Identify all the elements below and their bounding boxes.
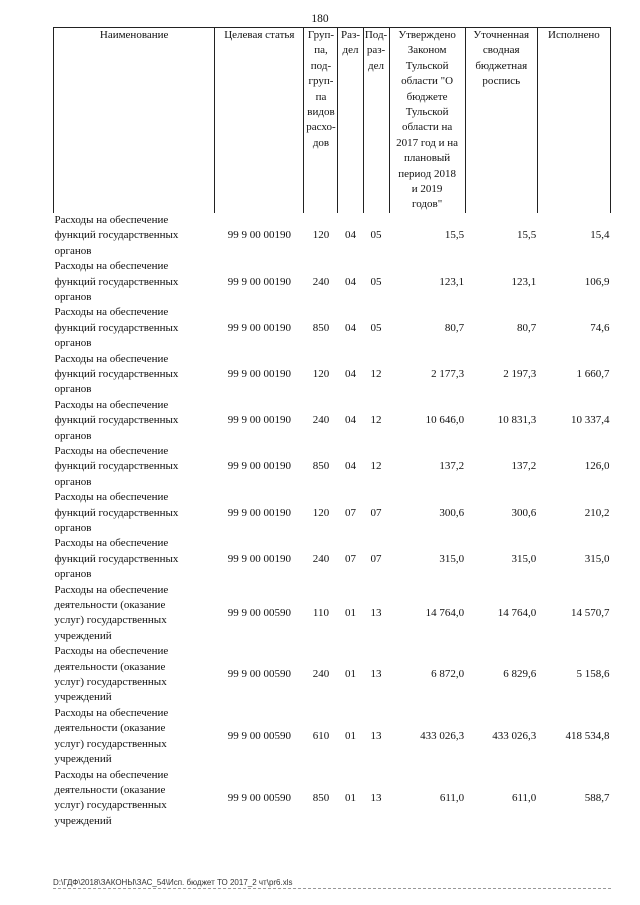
header-group: Груп- па, под- груп- па видов расхо- дов	[304, 28, 338, 213]
row-approved-cell: 10 646,0	[425, 414, 465, 427]
row-group-cell: 110	[312, 606, 329, 619]
row-refined-cell: 14 764,0	[497, 606, 537, 619]
row-podrazdel-cell: 13	[370, 791, 382, 804]
table-row	[54, 305, 611, 351]
row-target-cell: 99 9 00 00190	[227, 460, 291, 473]
row-target-cell: 99 9 00 00190	[227, 367, 291, 380]
table-row	[54, 644, 611, 706]
row-podrazdel-cell: 12	[370, 414, 382, 427]
row-refined-cell: 433 026,3	[492, 729, 537, 742]
row-group-cell: 120	[312, 229, 330, 242]
row-podrazdel-cell: 12	[370, 460, 382, 473]
table-row	[54, 398, 611, 444]
row-target-cell: 99 9 00 00590	[227, 606, 291, 619]
row-group-cell: 850	[312, 460, 330, 473]
row-refined-cell: 123,1	[511, 275, 537, 288]
row-razdel-cell: 01	[345, 791, 356, 804]
header-target: Целевая статья	[215, 28, 304, 213]
table-row	[54, 490, 611, 536]
row-group-cell: 120	[312, 367, 330, 380]
row-target-cell: 99 9 00 00190	[227, 229, 291, 242]
row-approved-cell: 80,7	[444, 321, 465, 334]
row-group-cell: 240	[312, 414, 330, 427]
table-row	[54, 536, 611, 582]
row-approved-cell: 14 764,0	[425, 606, 465, 619]
table-row	[54, 768, 611, 830]
row-group-cell: 240	[312, 275, 330, 288]
row-executed-cell: 106,9	[584, 275, 610, 288]
table-row	[54, 213, 611, 259]
row-name-cell: Расходы на обеспечение функций государственных органов	[54, 398, 179, 442]
row-podrazdel-cell: 13	[370, 606, 382, 619]
row-razdel-cell: 04	[345, 275, 356, 288]
row-podrazdel-cell: 05	[370, 229, 382, 242]
row-approved-cell: 2 177,3	[431, 367, 465, 380]
row-razdel-cell: 07	[345, 506, 356, 519]
row-target-cell: 99 9 00 00590	[227, 668, 291, 681]
footer-file-path: D:\ГДФ\2018\ЗАКОНЫ\ЗАС_54\Исп. бюджет ТО 2017_2 чт\pr6.xls	[53, 878, 293, 887]
row-executed-cell: 210,2	[584, 506, 610, 519]
row-executed-cell: 315,0	[584, 552, 610, 565]
table-row	[54, 444, 611, 490]
row-approved-cell: 123,1	[439, 275, 465, 288]
row-target-cell: 99 9 00 00190	[227, 552, 291, 565]
row-name-cell: Расходы на обеспечение функций государственных органов	[54, 213, 179, 257]
row-refined-cell: 6 829,6	[503, 668, 537, 681]
table-body	[54, 213, 611, 829]
row-razdel-cell: 01	[345, 668, 356, 681]
row-approved-cell: 6 872,0	[431, 668, 465, 681]
row-podrazdel-cell: 07	[370, 552, 382, 565]
row-refined-cell: 10 831,3	[497, 414, 537, 427]
page-number: 180	[311, 13, 329, 25]
row-name-cell: Расходы на обеспечение деятельности (оказание услуг) государственных учреждений	[54, 768, 169, 827]
row-target-cell: 99 9 00 00190	[227, 414, 291, 427]
row-podrazdel-cell: 05	[370, 321, 382, 334]
row-name-cell: Расходы на обеспечение деятельности (оказание услуг) государственных учреждений	[54, 706, 169, 766]
row-razdel-cell: 04	[345, 321, 356, 334]
row-executed-cell: 5 158,6	[576, 668, 610, 681]
header-executed: Исполнено	[537, 28, 610, 213]
row-name-cell: Расходы на обеспечение деятельности (оказание услуг) государственных учреждений	[54, 645, 169, 704]
row-target-cell: 99 9 00 00590	[227, 729, 291, 742]
row-approved-cell: 611,0	[439, 791, 465, 804]
row-executed-cell: 1 660,7	[576, 367, 610, 380]
row-razdel-cell: 04	[345, 460, 356, 473]
row-executed-cell: 418 534,8	[565, 729, 610, 742]
header-refined: Уточненная сводная бюджетная роспись	[465, 28, 537, 213]
table-row	[54, 583, 611, 645]
row-refined-cell: 2 197,3	[503, 367, 537, 380]
row-name-cell: Расходы на обеспечение функций государственных органов	[54, 491, 179, 534]
row-refined-cell: 611,0	[511, 791, 537, 804]
row-target-cell: 99 9 00 00590	[227, 791, 291, 804]
row-refined-cell: 80,7	[517, 321, 537, 334]
row-podrazdel-cell: 13	[370, 668, 382, 681]
row-razdel-cell: 01	[345, 729, 356, 742]
row-group-cell: 850	[312, 321, 330, 334]
row-executed-cell: 126,0	[584, 460, 610, 473]
row-executed-cell: 15,4	[590, 229, 610, 242]
row-podrazdel-cell: 07	[370, 506, 382, 519]
row-target-cell: 99 9 00 00190	[227, 275, 291, 288]
row-executed-cell: 14 570,7	[571, 606, 610, 619]
row-name-cell: Расходы на обеспечение функций государственных органов	[54, 260, 179, 303]
row-approved-cell: 300,6	[439, 506, 465, 519]
row-razdel-cell: 04	[345, 414, 356, 427]
row-refined-cell: 137,2	[511, 460, 537, 473]
row-group-cell: 240	[312, 552, 330, 565]
row-approved-cell: 315,0	[439, 552, 465, 565]
header-approved: Утверждено Законом Тульской области "О бюджете Тульской области на 2017 год и на плановый период 2018 и 2019 годов"	[389, 28, 465, 213]
footer-divider	[53, 888, 611, 889]
table-header-row	[54, 28, 611, 213]
row-razdel-cell: 07	[345, 552, 356, 565]
row-executed-cell: 588,7	[584, 791, 610, 804]
budget-table	[53, 27, 611, 829]
row-approved-cell: 15,5	[444, 229, 465, 242]
row-refined-cell: 315,0	[511, 552, 537, 565]
row-approved-cell: 137,2	[439, 460, 465, 473]
header-name: Наименование	[54, 28, 215, 213]
row-razdel-cell: 04	[345, 367, 356, 380]
row-group-cell: 610	[312, 729, 330, 742]
table-row	[54, 706, 611, 768]
header-podrazdel: Под- раз- дел	[363, 28, 389, 213]
row-name-cell: Расходы на обеспечение деятельности (оказание услуг) государственных учреждений	[54, 583, 169, 642]
row-razdel-cell: 04	[345, 229, 356, 242]
row-name-cell: Расходы на обеспечение функций государственных органов	[54, 306, 179, 350]
row-group-cell: 120	[312, 506, 330, 519]
row-podrazdel-cell: 12	[370, 367, 382, 380]
row-name-cell: Расходы на обеспечение функций государственных органов	[54, 444, 179, 488]
row-approved-cell: 433 026,3	[420, 729, 465, 742]
row-name-cell: Расходы на обеспечение функций государственных органов	[54, 352, 179, 396]
row-podrazdel-cell: 05	[370, 275, 382, 288]
row-refined-cell: 15,5	[517, 229, 537, 242]
row-target-cell: 99 9 00 00190	[227, 321, 291, 334]
row-executed-cell: 74,6	[590, 321, 610, 334]
header-razdel: Раз- дел	[338, 28, 363, 213]
row-target-cell: 99 9 00 00190	[227, 506, 291, 519]
row-razdel-cell: 01	[345, 606, 356, 619]
row-name-cell: Расходы на обеспечение функций государственных органов	[54, 537, 179, 581]
table-row	[54, 259, 611, 305]
row-refined-cell: 300,6	[511, 506, 537, 519]
row-group-cell: 240	[312, 668, 330, 681]
row-podrazdel-cell: 13	[370, 729, 382, 742]
row-executed-cell: 10 337,4	[571, 414, 610, 427]
row-group-cell: 850	[312, 791, 330, 804]
table-row	[54, 352, 611, 398]
